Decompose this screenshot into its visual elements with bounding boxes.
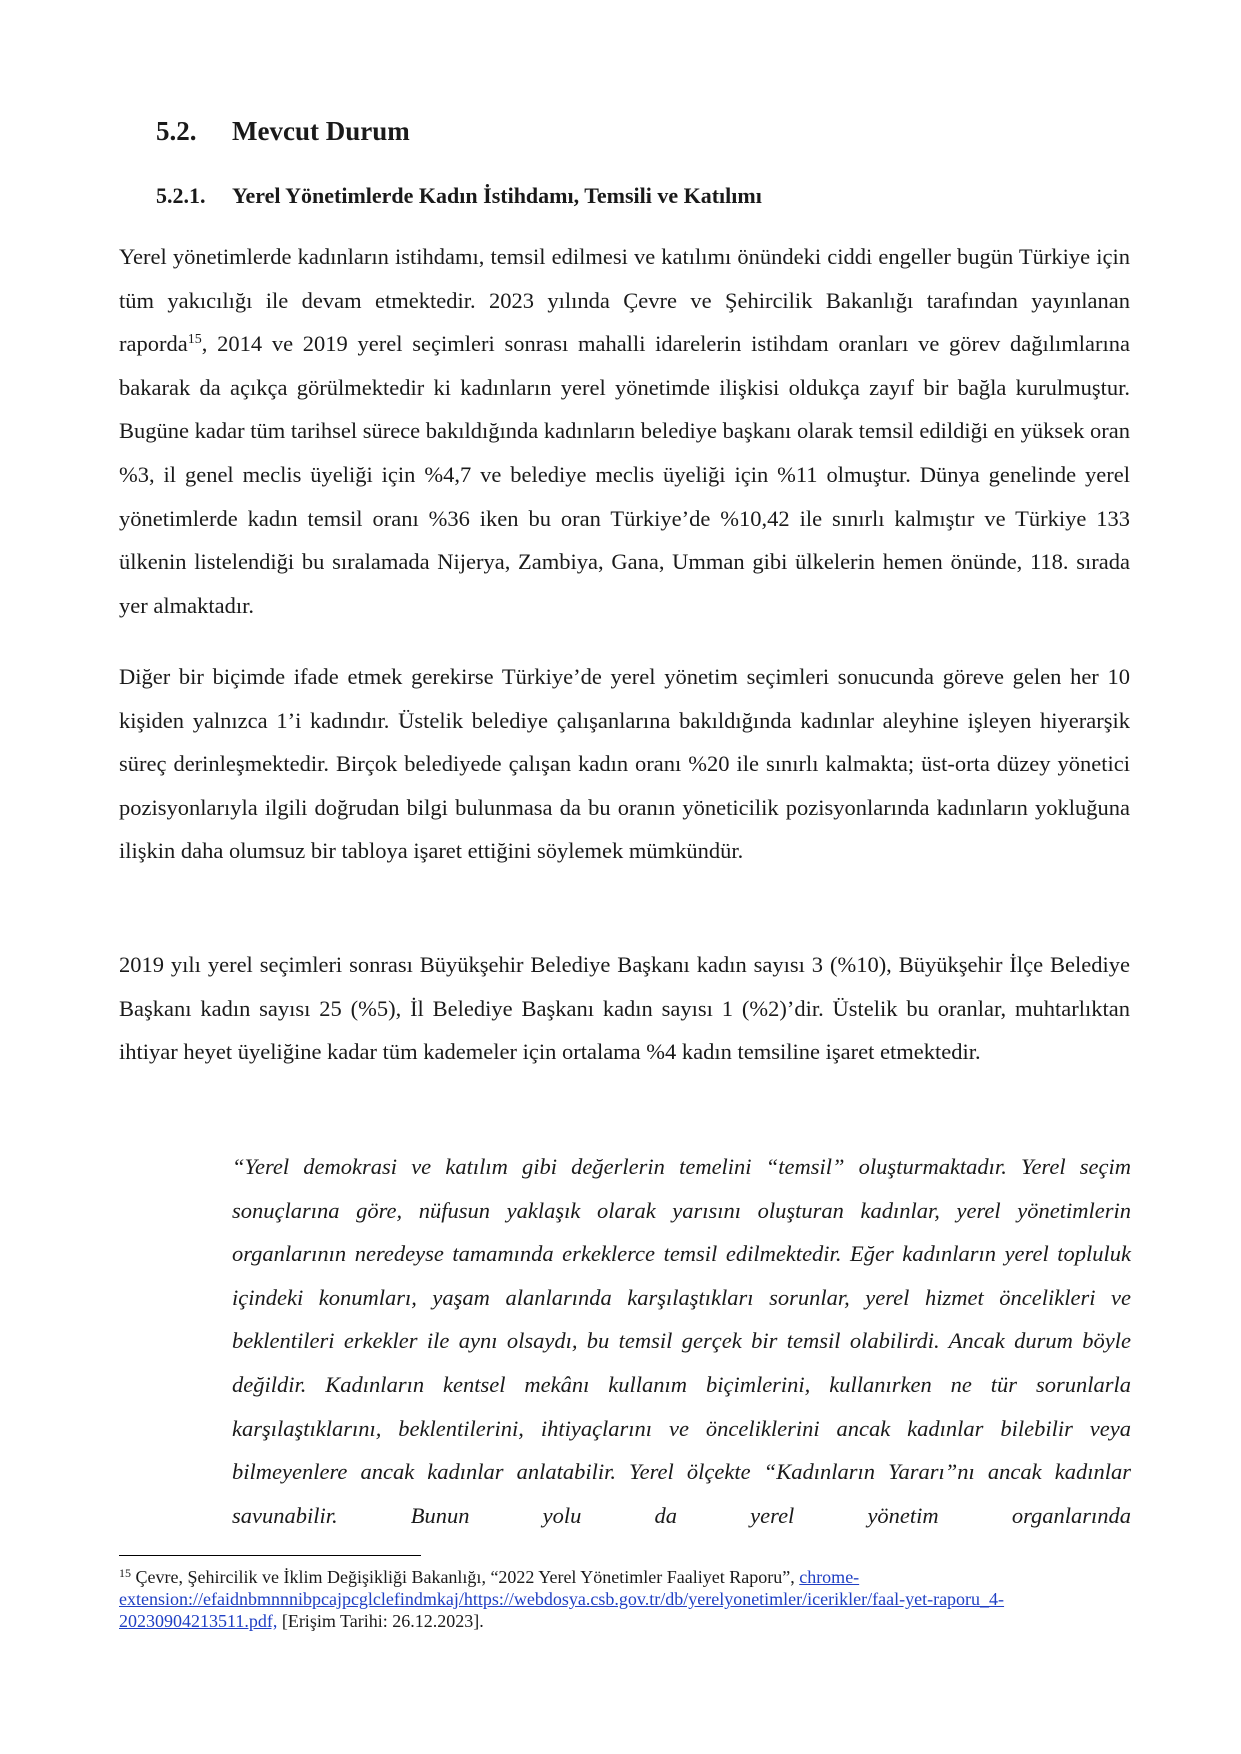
footnote-link[interactable]: chrome-extension://efaidnbmnnnibpcajpcglclefindmkaj/https://webdosya.csb.gov.tr/db/yerelyonetimler/icerikler/faal-yet-raporu_4-20230904213511.pdf, bbox=[119, 1567, 1005, 1631]
paragraph-1-text-b: , 2014 ve 2019 yerel seçimleri sonrası mahalli idarelerin istihdam oranları ve görev dağılımlarına bakarak da açıkça görülmektedir ki kadınların yerel yönetimde ilişkisi oldukça zayıf bir bağla kurulmuştur. Bugüne kadar tüm tarihsel sürece bakıldığında kadınların belediye başkanı olarak temsil edildiği en yüksek oran %3, il genel meclis üyeliği için %4,7 ve belediye meclis üyeliği için %11 olmuştur. Dünya genelinde yerel yönetimlerde kadın temsil oranı %36 iken bu oran Türkiye’de %10,42 ile sınırlı kalmıştır ve Türkiye 133 ülkenin listelendiği bu sıralamada Nijerya, Zambiya, Gana, Umman gibi ülkelerin hemen önünde, 118. sırada yer almaktadır. bbox=[119, 331, 1130, 618]
footnote-reference[interactable]: 15 bbox=[187, 332, 202, 348]
footnote-separator bbox=[119, 1555, 421, 1556]
subsection-number: 5.2.1. bbox=[156, 183, 206, 208]
subsection-title: Yerel Yönetimlerde Kadın İstihdamı, Temsili ve Katılımı bbox=[232, 183, 762, 208]
footnote-text: Çevre, Şehircilik ve İklim Değişikliği Bakanlığı, “2022 Yerel Yönetimler Faaliyet Raporu”, bbox=[131, 1567, 800, 1587]
section-heading bbox=[156, 116, 410, 147]
paragraph-3: 2019 yılı yerel seçimleri sonrası Büyükşehir Belediye Başkanı kadın sayısı 3 (%10), Büyükşehir İlçe Belediye Başkanı kadın sayısı 25 (%5), İl Belediye Başkanı kadın sayısı 1 (%2)’dir. Üstelik bu oranlar, muhtarlıktan ihtiyar heyet üyeliğine kadar tüm kademeler için ortalama %4 kadın temsiline işaret etmektedir. bbox=[119, 952, 1130, 1065]
paragraph-1-text-a: Yerel yönetimlerde kadınların istihdamı, temsil edilmesi ve katılımı önündeki ciddi engeller bugün Türkiye için tüm yakıcılığı ile devam etmektedir. 2023 yılında Çevre ve Şehircilik Bakanlığı tarafından yayınlanan raporda bbox=[119, 244, 1130, 357]
section-title: Mevcut Durum bbox=[232, 116, 410, 146]
subsection-heading bbox=[156, 183, 762, 209]
footnote-number: 15 bbox=[119, 1566, 131, 1580]
paragraph-1 bbox=[119, 235, 1130, 627]
block-quote: “Yerel demokrasi ve katılım gibi değerlerin temelini “temsil” oluşturmaktadır. Yerel seçim sonuçlarına göre, nüfusun yaklaşık olarak yarısını oluşturan kadınlar, yerel yönetimlerin organlarının neredeyse tamamında erkeklerce temsil edilmektedir. Eğer kadınların yerel topluluk içindeki konumları, yaşam alanlarında karşılaştıkları sorunlar, yerel hizmet öncelikleri ve beklentileri erkekler ile aynı olsaydı, bu temsil gerçek bir temsil olabilirdi. Ancak durum böyle değildir. Kadınların kentsel mekânı kullanım biçimlerini, kullanırken ne tür sorunlarla karşılaştıklarını, beklentilerini, ihtiyaçlarını ve önceliklerini ancak kadınlar bilebilir veya bilmeyenlere ancak kadınlar anlatabilir. Yerel ölçekte “Kadınların Yararı”nı ancak kadınlar savunabilir. Bunun yolu da yerel yönetim organlarında bbox=[232, 1154, 1131, 1528]
footnote bbox=[119, 1566, 1130, 1632]
section-number: 5.2. bbox=[156, 116, 197, 146]
paragraph-2: Diğer bir biçimde ifade etmek gerekirse Türkiye’de yerel yönetim seçimleri sonucunda göreve gelen her 10 kişiden yalnızca 1’i kadındır. Üstelik belediye çalışanlarına bakıldığında kadınlar aleyhine işleyen hiyerarşik süreç derinleşmektedir. Birçok belediyede çalışan kadın oranı %20 ile sınırlı kalmakta; üst-orta düzey yönetici pozisyonlarıyla ilgili doğrudan bilgi bulunmasa da bu oranın yöneticilik pozisyonlarında kadınların yokluğuna ilişkin daha olumsuz bir tabloya işaret ettiğini söylemek mümkündür. bbox=[119, 664, 1130, 864]
footnote-access-date: [Erişim Tarihi: 26.12.2023]. bbox=[277, 1611, 484, 1631]
